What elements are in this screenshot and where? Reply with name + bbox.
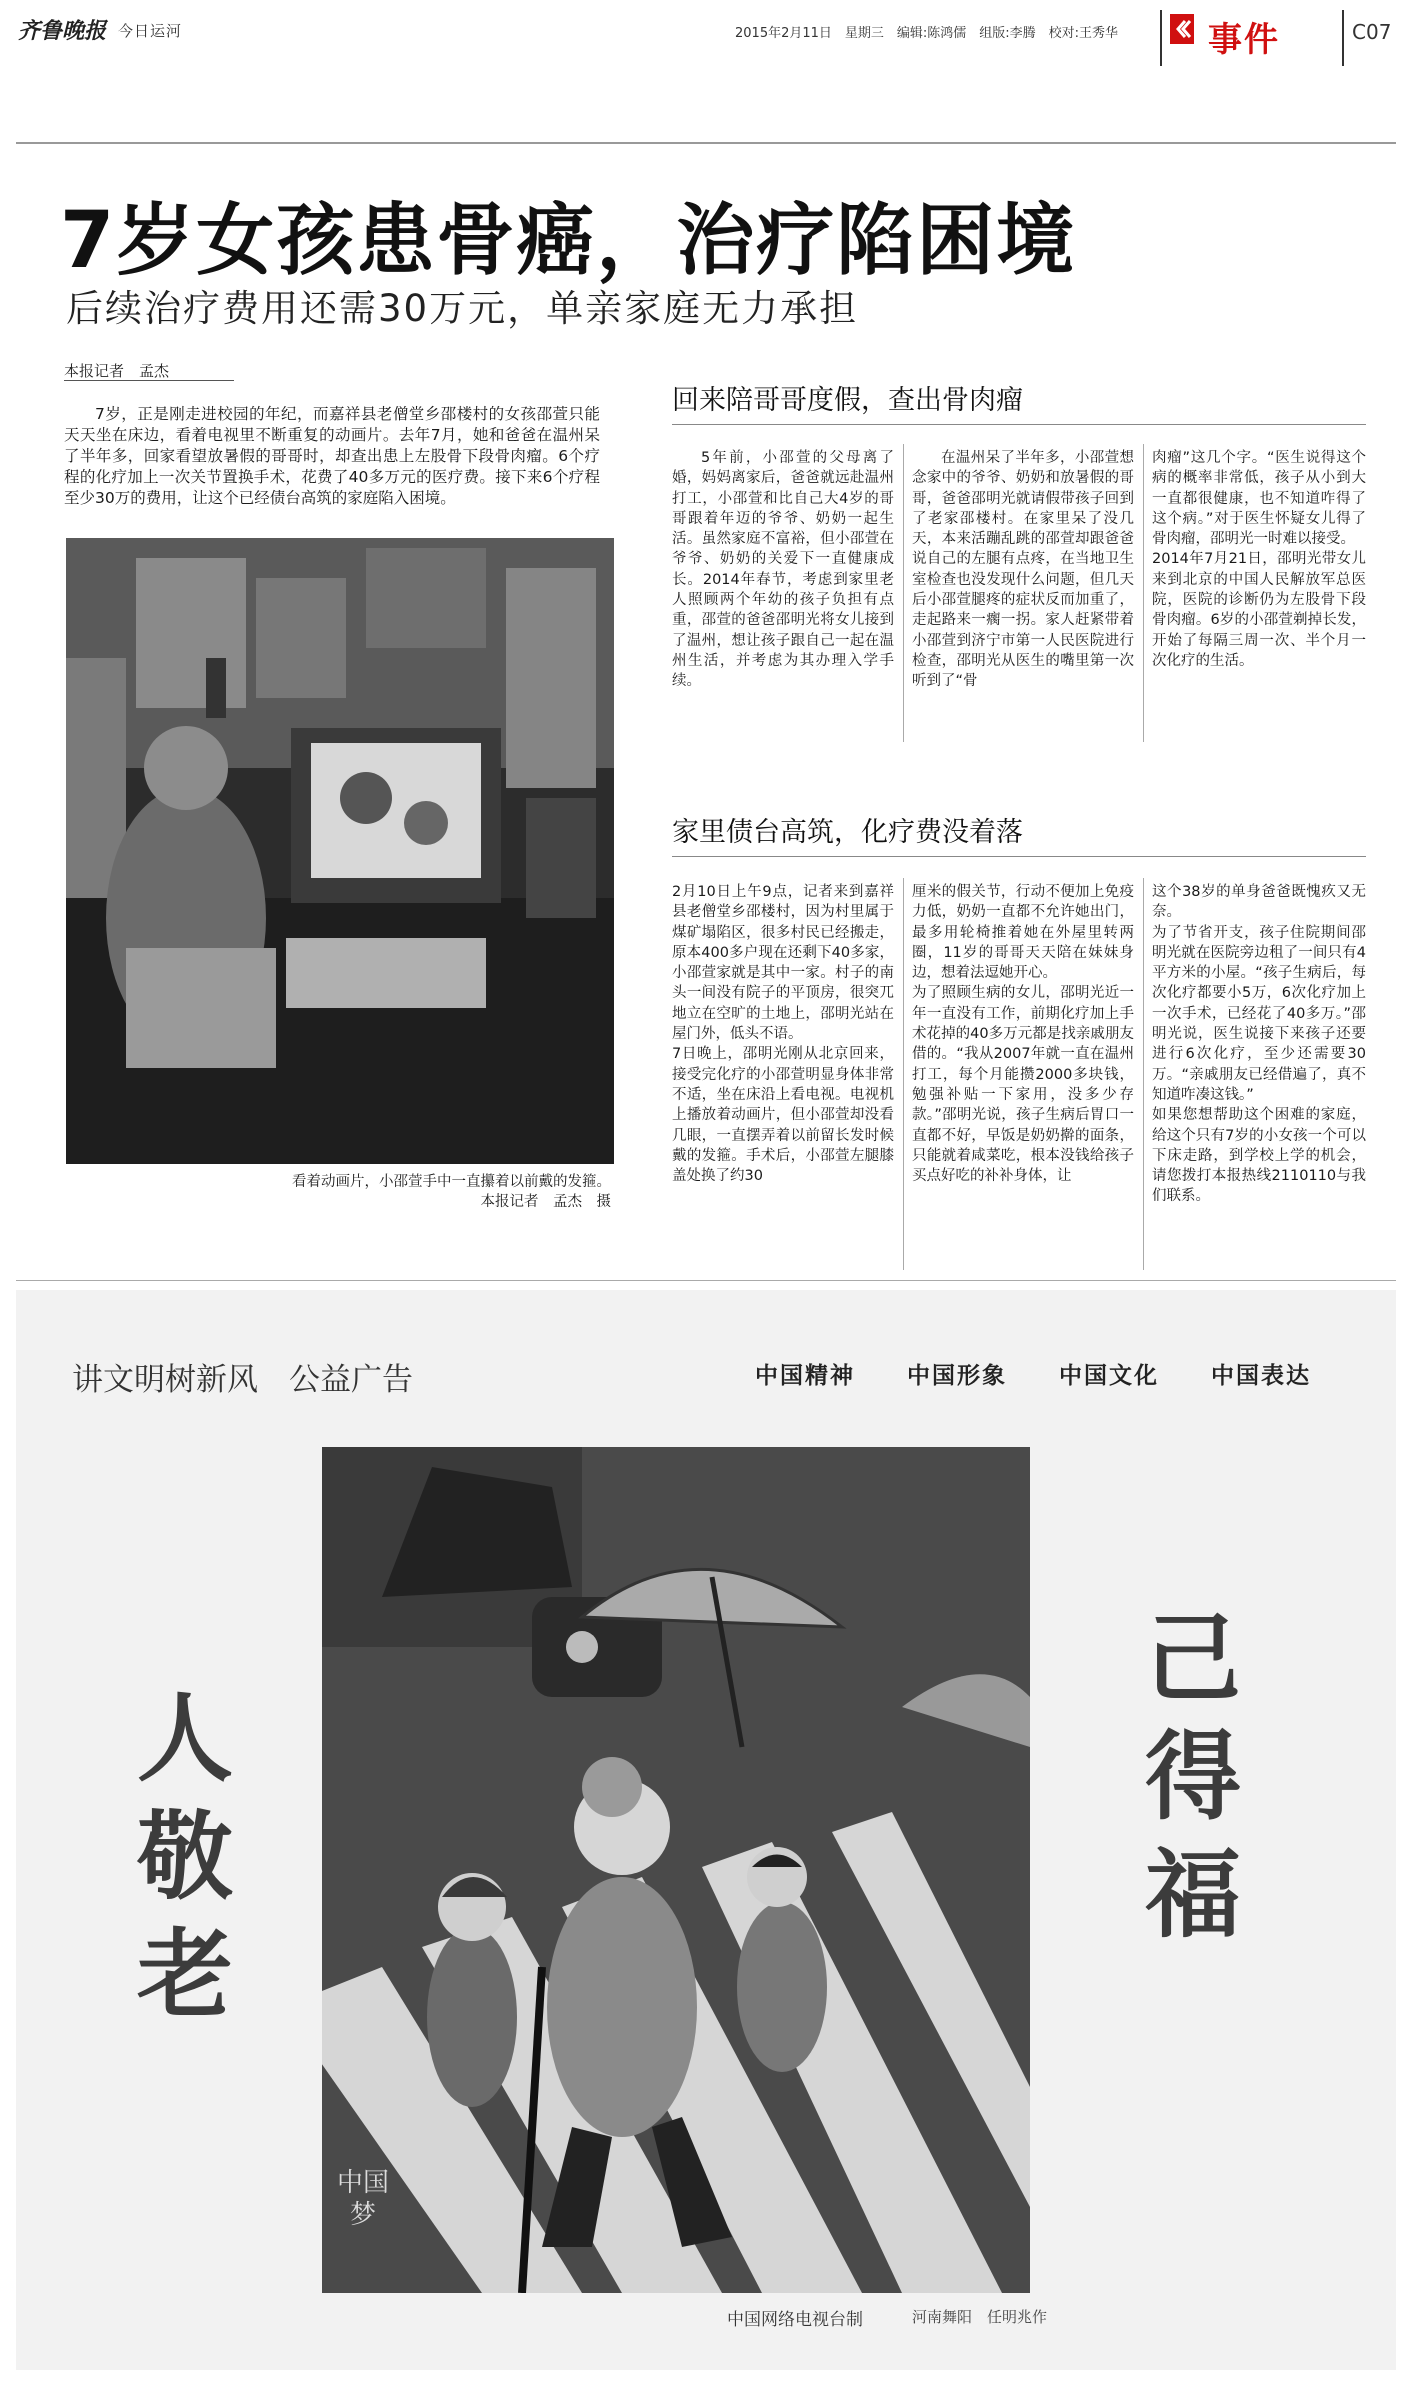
column-rule <box>903 878 904 1270</box>
phrase-char: 己 <box>1145 1603 1241 1715</box>
phrase-char: 老 <box>137 1919 233 2031</box>
article-column: 5年前，小邵萱的父母离了婚，妈妈离家后，爸爸就远赴温州打工，小邵萱和比自己大4岁的哥哥跟着年迈的爷爷、奶奶一起生活。虽然家庭不富裕，但小邵萱在爷爷、奶奶的关爱下一直健康成长。2014年春节，考虑到家里老人照顾两个年幼的孩子负担有点重，邵萱的爸爸邵明光将女儿接到了温州，想让孩子跟自己一起在温州生活，并考虑为其办理入学手续。 <box>672 450 894 690</box>
section-title: 回来陪哥哥度假，查出骨肉瘤 <box>672 385 1023 416</box>
article-column: 这个38岁的单身爸爸既愧疚又无奈。 为了节省开支，孩子住院期间邵明光就在医院旁边租了一间只有4平方米的小屋。“孩子生病后，每次化疗都要小5万，6次化疗加上一次手术，已经花了40多万。”邵明光说，医生说接下来孩子还要进行6次化疗，至少还需要30万。“亲戚朋友已经借遍了，真不知道咋凑这钱。” 如果您想帮助这个困难的家庭，给这个只有7岁的小女孩一个可以下床走路，到学校上学的机会，请您拨打本报热线2110110与我们联系。 <box>1152 884 1366 1205</box>
category-label: 事件 <box>1208 20 1280 60</box>
masthead: 齐鲁晚报 <box>18 18 107 44</box>
column-rule <box>1143 444 1144 742</box>
section-name: 今日运河 <box>118 22 183 40</box>
section-divider <box>16 1280 1396 1281</box>
phrase-char: 敬 <box>137 1801 233 1913</box>
caption-credit: 本报记者 孟杰 摄 <box>480 1194 611 1210</box>
slogan: 中国精神 <box>755 1363 855 1389</box>
section-title: 家里债台高筑，化疗费没着落 <box>672 817 1023 848</box>
header-divider <box>1342 10 1344 66</box>
header-rule <box>16 142 1396 144</box>
photo-caption <box>292 1172 611 1212</box>
slogan: 中国文化 <box>1059 1363 1160 1389</box>
article-column: 厘米的假关节，行动不便加上免疫力低，奶奶一直都不允许她出门，最多用轮椅推着她在外屋里转两圈，11岁的哥哥天天陪在妹妹身边，想着法逗她开心。 为了照顾生病的女儿，邵明光近一年一直没有工作，前期化疗加上手术花掉的40多万元都是找亲戚朋友借的。“我从2007年就一直在温州打工，每个月能攒2000多块钱，勉强补贴一下家用，没多少存款。”邵明光说，孩子生病后胃口一直都不好，早饭是奶奶擀的面条，只能就着咸菜吃，根本没钱给孩子买点好吃的补补身体，让 <box>912 884 1134 1185</box>
caption-text: 看着动画片，小邵萱手中一直攥着以前戴的发箍。 <box>292 1174 611 1190</box>
psa-author-credit: 河南舞阳 任明兆作 <box>912 2308 1048 2326</box>
phrase-char: 得 <box>1145 1721 1241 1833</box>
chevron-left-icon <box>1170 14 1194 44</box>
phrase-char: 福 <box>1145 1839 1241 1951</box>
edition-info: 2015年2月11日 星期三 编辑:陈鸿儒 组版:李腾 校对:王秀华 <box>735 26 1119 41</box>
subhead: 后续治疗费用还需30万元，单亲家庭无力承担 <box>66 287 859 330</box>
byline: 本报记者 孟杰 <box>64 362 170 380</box>
psa-right-phrase <box>1138 1600 1248 1954</box>
psa-left-phrase <box>130 1680 240 2034</box>
slogan: 中国形象 <box>907 1363 1008 1389</box>
phrase-char: 人 <box>137 1683 233 1795</box>
article-column: 在温州呆了半年多，小邵萱想念家中的爷爷、奶奶和放暑假的哥哥，爸爸邵明光就请假带孩子回到了老家邵楼村。在家里呆了没几天，本来活蹦乱跳的邵萱却跟爸爸说自己的左腿有点疼，在当地卫生室检查也没发现什么问题，但几天后小邵萱腿疼的症状反而加重了，走起路来一瘸一拐。家人赶紧带着小邵萱到济宁市第一人民医院进行检查，邵明光从医生的嘴里第一次听到了“骨 <box>912 450 1134 690</box>
byline-rule <box>64 380 234 381</box>
psa-illustration <box>322 1447 1030 2293</box>
column-rule <box>903 444 904 742</box>
section-rule <box>672 424 1366 425</box>
psa-producer-credit: 中国网络电视台制 <box>727 2310 863 2330</box>
psa-slogans <box>755 1357 1341 1390</box>
psa-label: 讲文明树新风 公益广告 <box>72 1362 413 1398</box>
column-rule <box>1143 878 1144 1270</box>
headline: 7岁女孩患骨癌，治疗陷困境 <box>60 196 1077 286</box>
section-rule <box>672 856 1366 857</box>
page-number: C07 <box>1352 20 1392 44</box>
slogan: 中国表达 <box>1211 1363 1312 1389</box>
lead-paragraph: 7岁，正是刚走进校园的年纪，而嘉祥县老僧堂乡邵楼村的女孩邵萱只能天天坐在床边，看着电视里不断重复的动画片。去年7月，她和爸爸在温州呆了半年多，回家看望放暑假的哥哥时，却查出患上左股骨下段骨肉瘤。6个疗程的化疗加上一次关节置换手术，花费了40多万元的医疗费。接下来6个疗程至少30万的费用，让这个已经债台高筑的家庭陷入困境。 <box>64 405 600 507</box>
article-column: 肉瘤”这几个字。“医生说得这个病的概率非常低，孩子从小到大一直都很健康，也不知道咋得了这个病。”对于医生怀疑女儿得了骨肉瘤，邵明光一时难以接受。 2014年7月21日，邵明光带女儿来到北京的中国人民解放军总医院，医院的诊断仍为左股骨下段骨肉瘤。6岁的小邵萱剃掉长发，开始了每隔三周一次、半个月一次化疗的生活。 <box>1152 450 1366 669</box>
china-dream-seal: 中国梦 <box>336 2168 389 2230</box>
header-divider <box>1160 10 1162 66</box>
news-photo <box>66 538 614 1164</box>
article-column: 2月10日上午9点，记者来到嘉祥县老僧堂乡邵楼村，因为村里属于煤矿塌陷区，很多村民已经搬走，原本400多户现在还剩下40多家，小邵萱家就是其中一家。村子的南头一间没有院子的平顶房，很突兀地立在空旷的土地上，邵明光站在屋门外，低头不语。 7日晚上，邵明光刚从北京回来，接受完化疗的小邵萱明显身体非常不适，坐在床沿上看电视。电视机上播放着动画片，但小邵萱却没看几眼，一直摆弄着以前留长发时候戴的发箍。手术后，小邵萱左腿膝盖处换了约30 <box>672 884 894 1185</box>
